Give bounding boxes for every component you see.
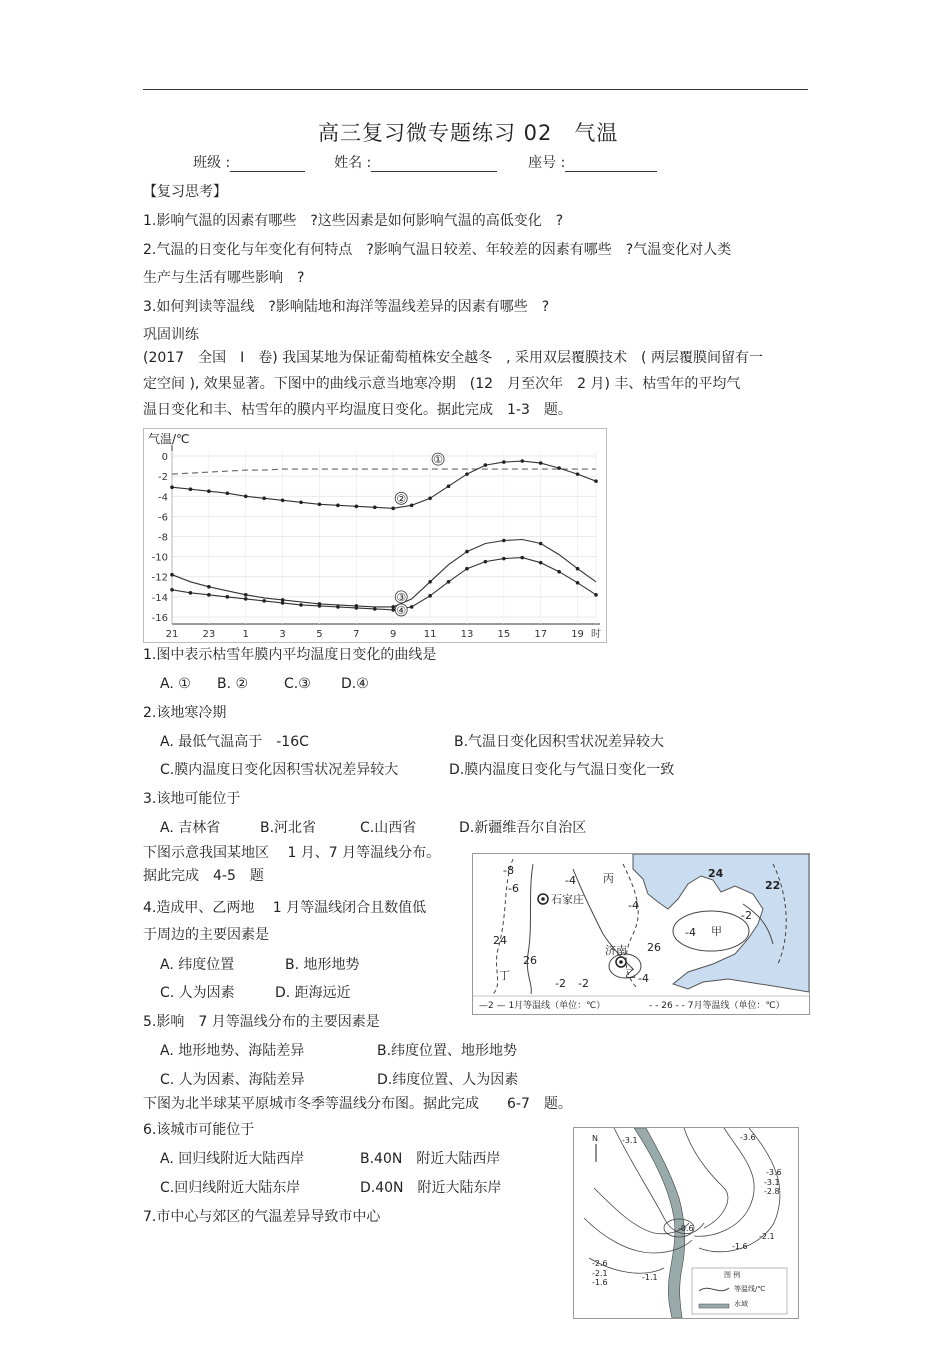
name-label: 姓名 : [334, 155, 372, 171]
series-point-4 [281, 601, 285, 605]
q1-option-c[interactable]: C.③ [284, 676, 311, 692]
temperature-chart-svg [144, 429, 606, 642]
series-point-2 [299, 501, 303, 505]
city-map-svg [574, 1128, 798, 1318]
place-label-ding: 丁 [499, 969, 510, 982]
iso-label-n8: -8 [503, 864, 514, 877]
city-iso-label-c: -3.6 [766, 1168, 782, 1177]
review-question-1: 1.影响气温的因素有哪些 ?这些因素是如何影响气温的高低变化 ? [143, 213, 564, 229]
series-point-4 [189, 591, 193, 595]
series-point-4 [576, 581, 580, 585]
series-label: ③ [396, 590, 407, 604]
iso-label-p24a: 24 [708, 867, 724, 880]
city-iso-label-d: -3.1 [764, 1178, 780, 1187]
series-point-2 [428, 496, 432, 500]
q5-option-a[interactable]: A. 地形地势、海陆差异 [160, 1043, 305, 1059]
question-7: 7.市中心与郊区的气温差异导致市中心 [143, 1209, 381, 1225]
city-label-jinan: 济南 [605, 944, 627, 957]
q5-option-c[interactable]: C. 人为因素、海陆差异 [160, 1072, 305, 1088]
series-point-3 [244, 593, 248, 597]
q6-option-d[interactable]: D.40N 附近大陆东岸 [360, 1180, 502, 1196]
x-tick-label: 7 [353, 629, 360, 640]
iso-label-p26b: 26 [647, 941, 661, 954]
series-point-4 [447, 580, 451, 584]
x-tick-label: 时 [591, 629, 601, 640]
review-question-2-cont: 生产与生活有哪些影响 ? [143, 270, 305, 286]
series-point-4 [594, 593, 598, 597]
practice-heading: 巩固训练 [143, 327, 199, 343]
q4-option-a[interactable]: A. 纬度位置 [160, 957, 235, 973]
series-point-2 [189, 487, 193, 491]
series-point-3 [539, 542, 543, 546]
header-rule [143, 89, 808, 90]
series-point-2 [281, 498, 285, 502]
city-isotherm-map [573, 1127, 799, 1319]
series-point-4 [170, 588, 174, 592]
iso-label-n2b: -2 [555, 977, 566, 990]
river-water [634, 1128, 685, 1318]
x-tick-label: 9 [390, 629, 397, 640]
legend-title: 图 例 [724, 1271, 741, 1279]
iso-label-p26a: 26 [523, 954, 537, 967]
city-iso-label-h: -0.6 [678, 1224, 694, 1233]
series-point-4 [336, 605, 340, 609]
y-tick-label: -14 [151, 592, 168, 604]
x-tick-label: 3 [279, 629, 286, 640]
series-point-4 [226, 595, 230, 599]
series-point-4 [520, 556, 524, 560]
map-intro-line-1: 下图示意我国某地区 1 月、7 月等温线分布。 [143, 845, 441, 861]
y-axis-label: 气温/℃ [148, 432, 190, 446]
city-isotherm-2 [684, 1128, 728, 1228]
isotherm-map [472, 853, 810, 1015]
series-point-4 [207, 593, 211, 597]
series-point-2 [262, 496, 266, 500]
question-2: 2.该地寒冷期 [143, 705, 227, 721]
legend-isotherm: 等温线/℃ [734, 1285, 766, 1293]
question-4: 4.造成甲、乙两地 1 月等温线闭合且数值低 [143, 900, 427, 916]
series-point-2 [520, 459, 524, 463]
series-point-2 [318, 503, 322, 507]
city-iso-label-j: -2.1 [592, 1269, 608, 1278]
x-tick-label: 13 [460, 629, 474, 640]
intro-line-2: 定空间 ), 效果显著。下图中的曲线示意当地寒冷期 (12 月至次年 2 月) 丰、枯雪年的平均气 [143, 376, 741, 392]
q2-option-b[interactable]: B.气温日变化因积雪状况差异较大 [454, 734, 665, 750]
legend-water-icon [699, 1304, 729, 1308]
series-point-3 [465, 550, 469, 554]
series-point-2 [410, 504, 414, 508]
series-point-3 [502, 539, 506, 543]
series-point-2 [226, 491, 230, 495]
q2-option-a[interactable]: A. 最低气温高于 -16C [160, 734, 309, 750]
city-iso-label-i: -2.6 [592, 1259, 608, 1268]
seat-field[interactable] [565, 157, 657, 172]
x-tick-label: 17 [534, 629, 548, 640]
seat-label: 座号 : [528, 155, 566, 171]
city-marker-1-dot [541, 897, 545, 901]
q2-option-d[interactable]: D.膜内温度日变化与气温日变化一致 [449, 762, 675, 778]
q6-option-a[interactable]: A. 回归线附近大陆西岸 [160, 1151, 305, 1167]
question-4-cont: 于周边的主要因素是 [143, 927, 269, 943]
city-iso-label-l: -1.1 [642, 1273, 658, 1282]
series-point-2 [465, 472, 469, 476]
series-point-3 [207, 585, 211, 589]
city-iso-label-e: -2.8 [764, 1187, 780, 1196]
series-point-4 [373, 607, 377, 611]
x-tick-label: 21 [165, 629, 179, 640]
series-label: ② [396, 492, 407, 506]
y-tick-label: 0 [161, 452, 168, 464]
series-point-4 [244, 597, 248, 601]
iso-label-p22: 22 [765, 879, 781, 892]
series-line-4 [172, 558, 596, 610]
legend-jan: —2 — 1月等温线（单位：℃） [479, 1001, 606, 1011]
q2-option-c[interactable]: C.膜内温度日变化因积雪状况差异较大 [160, 762, 399, 778]
series-point-3 [428, 580, 432, 584]
q1-option-a[interactable]: A. ① [160, 676, 191, 692]
series-point-4 [410, 605, 414, 609]
x-tick-label: 15 [497, 629, 511, 640]
name-field[interactable] [371, 157, 497, 172]
student-info [193, 154, 657, 172]
series-point-4 [355, 606, 359, 610]
series-point-3 [170, 573, 174, 577]
q4-option-c[interactable]: C. 人为因素 [160, 985, 235, 1001]
place-label-bing: 丙 [603, 872, 614, 885]
series-point-4 [484, 560, 488, 564]
city-iso-label-a: -3.1 [622, 1136, 638, 1145]
y-tick-label: -4 [158, 492, 168, 504]
q1-option-b[interactable]: B. ② [217, 676, 249, 692]
page-title: 高三复习微专题练习 02 气温 [318, 121, 619, 145]
class-field[interactable] [230, 157, 305, 172]
q3-option-a[interactable]: A. 吉林省 [160, 820, 221, 836]
series-label: ① [433, 453, 444, 467]
iso-label-n4b: -4 [628, 899, 639, 912]
y-tick-label: -10 [151, 552, 168, 564]
city-iso-label-k: -1.6 [592, 1278, 608, 1287]
iso-label-n4a: -4 [565, 874, 576, 887]
review-heading: 【复习思考】 [143, 184, 227, 200]
y-tick-label: -6 [158, 512, 168, 524]
q1-option-d[interactable]: D.④ [341, 676, 369, 692]
series-point-2 [502, 460, 506, 464]
series-point-2 [207, 489, 211, 493]
series-point-2 [336, 504, 340, 508]
series-point-2 [373, 506, 377, 510]
series-point-2 [484, 463, 488, 467]
q3-option-b[interactable]: B.河北省 [260, 820, 317, 836]
series-point-4 [262, 599, 266, 603]
q4-option-d[interactable]: D. 距海远近 [275, 985, 351, 1001]
north-label: N [592, 1134, 598, 1143]
series-point-2 [170, 485, 174, 489]
series-point-2 [557, 466, 561, 470]
question-3: 3.该地可能位于 [143, 791, 241, 807]
intro-line-3: 温日变化和丰、枯雪年的膜内平均温度日变化。据此完成 1-3 题。 [143, 402, 572, 418]
place-label-yi: 乙 [625, 967, 636, 980]
iso-label-n2a: -2 [741, 909, 752, 922]
q5-option-b[interactable]: B.纬度位置、地形地势 [377, 1043, 518, 1059]
series-label: ④ [396, 603, 407, 617]
series-point-4 [502, 557, 506, 561]
legend-water: 水域 [734, 1300, 748, 1308]
series-point-2 [447, 484, 451, 488]
series-point-4 [557, 570, 561, 574]
city-marker-2-dot [619, 960, 623, 964]
x-tick-label: 5 [316, 629, 323, 640]
isotherm-map-svg [473, 854, 809, 1014]
y-tick-label: -16 [151, 612, 168, 624]
series-point-2 [391, 507, 395, 511]
series-point-4 [318, 604, 322, 608]
map-intro-line-2: 据此完成 4-5 题 [143, 868, 264, 884]
legend-jul: - - 26 - - 7月等温线（单位：℃） [649, 1001, 785, 1011]
series-point-2 [355, 505, 359, 509]
q3-option-d[interactable]: D.新疆维吾尔自治区 [459, 820, 587, 836]
question-5: 5.影响 7 月等温线分布的主要因素是 [143, 1014, 380, 1030]
series-point-4 [539, 561, 543, 565]
series-point-2 [539, 461, 543, 465]
x-tick-label: 1 [242, 629, 249, 640]
iso-label-n4d: -4 [638, 972, 649, 985]
q4-option-b[interactable]: B. 地形地势 [285, 957, 360, 973]
city-map-intro: 下图为北半球某平原城市冬季等温线分布图。据此完成 6-7 题。 [143, 1096, 572, 1112]
iso-label-n6: -6 [508, 882, 519, 895]
place-label-jia: 甲 [711, 925, 722, 938]
series-point-3 [576, 567, 580, 571]
iso-label-n4c: -4 [685, 926, 696, 939]
q6-option-c[interactable]: C.回归线附近大陆东岸 [160, 1180, 301, 1196]
city-label-shijiazhuang: 石家庄 [551, 893, 584, 906]
review-question-2: 2.气温的日变化与年变化有何特点 ?影响气温日较差、年较差的因素有哪些 ?气温变化对人类 [143, 242, 732, 258]
iso-label-n2c: -2 [578, 977, 589, 990]
city-iso-label-f: -2.1 [759, 1232, 775, 1241]
x-tick-label: 19 [571, 629, 584, 640]
city-iso-label-b: -3.6 [740, 1133, 756, 1142]
series-point-2 [594, 479, 598, 483]
y-tick-label: -12 [151, 572, 168, 584]
city-iso-label-g: -1.6 [732, 1242, 748, 1251]
intro-line-1: (2017 全国 I 卷) 我国某地为保证葡萄植株安全越冬 , 采用双层覆膜技术 ( 两层覆膜间留有一 [143, 350, 763, 366]
jan-isotherm-west [527, 864, 533, 994]
question-6: 6.该城市可能位于 [143, 1122, 255, 1138]
question-1: 1.图中表示枯雪年膜内平均温度日变化的曲线是 [143, 647, 437, 663]
x-tick-label: 11 [423, 629, 437, 640]
city-isotherm-3 [694, 1128, 754, 1236]
y-tick-label: -8 [158, 532, 168, 544]
series-point-4 [465, 567, 469, 571]
temperature-chart [143, 428, 607, 643]
series-point-2 [576, 472, 580, 476]
review-question-3: 3.如何判读等温线 ?影响陆地和海洋等温线差异的因素有哪些 ? [143, 299, 550, 315]
series-point-2 [244, 494, 248, 498]
series-point-4 [428, 594, 432, 598]
series-line-2 [172, 461, 596, 508]
iso-label-p24b: 24 [493, 934, 507, 947]
class-label: 班级 : [193, 155, 231, 171]
y-tick-label: -2 [158, 472, 168, 484]
series-point-4 [299, 603, 303, 607]
series-point-4 [391, 608, 395, 612]
series-line-1 [172, 469, 596, 474]
x-tick-label: 23 [202, 629, 216, 640]
q3-option-c[interactable]: C.山西省 [360, 820, 417, 836]
q5-option-d[interactable]: D.纬度位置、人为因素 [377, 1072, 519, 1088]
q6-option-b[interactable]: B.40N 附近大陆西岸 [360, 1151, 501, 1167]
